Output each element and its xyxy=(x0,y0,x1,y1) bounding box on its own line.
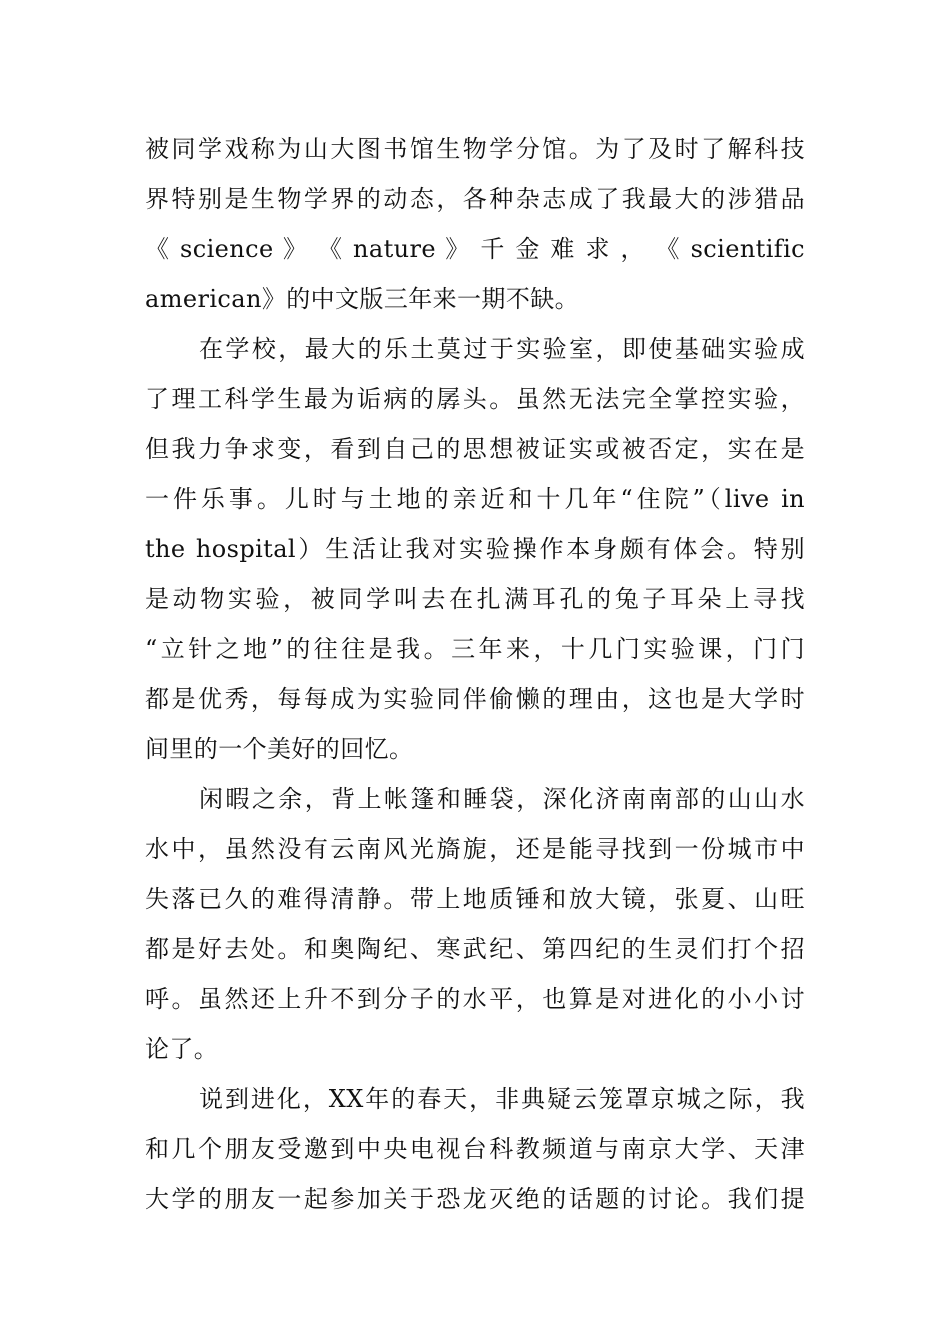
paragraph-start-line: 说到进化，XX年的春天，非典疑云笼罩京城之际，我 xyxy=(199,1085,805,1113)
text-line: 一件乐事。儿时与土地的亲近和十几年“住院”（live in xyxy=(145,485,805,513)
text-line: 但我力争求变，看到自己的思想被证实或被否定，实在是 xyxy=(145,435,805,463)
text-line: american》的中文版三年来一期不缺。 xyxy=(145,285,580,313)
text-line: 都是优秀，每每成为实验同伴偷懒的理由，这也是大学时 xyxy=(145,685,805,713)
text-line: “立针之地”的往往是我。三年来，十几门实验课，门门 xyxy=(145,635,805,663)
paragraph-start-line: 闲暇之余，背上帐篷和睡袋，深化济南南部的山山水 xyxy=(199,785,805,813)
text-line: 被同学戏称为山大图书馆生物学分馆。为了及时了解科技 xyxy=(145,135,805,163)
text-line: 都是好去处。和奥陶纪、寒武纪、第四纪的生灵们打个招 xyxy=(145,935,805,963)
text-line: 间里的一个美好的回忆。 xyxy=(145,735,414,763)
text-line: 大学的朋友一起参加关于恐龙灭绝的话题的讨论。我们提 xyxy=(145,1185,805,1213)
text-line: 呼。虽然还上升不到分子的水平，也算是对进化的小小讨 xyxy=(145,985,805,1013)
text-line: 水中，虽然没有云南风光旖旎，还是能寻找到一份城市中 xyxy=(145,835,805,863)
text-line: the hospital）生活让我对实验操作本身颇有体会。特别 xyxy=(145,535,805,563)
text-line: 了理工科学生最为诟病的孱头。虽然无法完全掌控实验， xyxy=(145,385,805,413)
text-line: 论了。 xyxy=(145,1035,219,1063)
text-line: 失落已久的难得清静。带上地质锤和放大镜，张夏、山旺 xyxy=(145,885,805,913)
text-line: 《 science 》 《 nature 》 千 金 难 求 ， 《 scientific xyxy=(145,235,805,263)
paragraph-start-line: 在学校，最大的乐土莫过于实验室，即使基础实验成 xyxy=(199,335,805,363)
text-line: 界特别是生物学界的动态，各种杂志成了我最大的涉猎品 xyxy=(145,185,805,213)
text-line: 和几个朋友受邀到中央电视台科教频道与南京大学、天津 xyxy=(145,1135,805,1163)
document-body xyxy=(145,124,805,1224)
text-line: 是动物实验，被同学叫去在扎满耳孔的兔子耳朵上寻找 xyxy=(145,585,805,613)
